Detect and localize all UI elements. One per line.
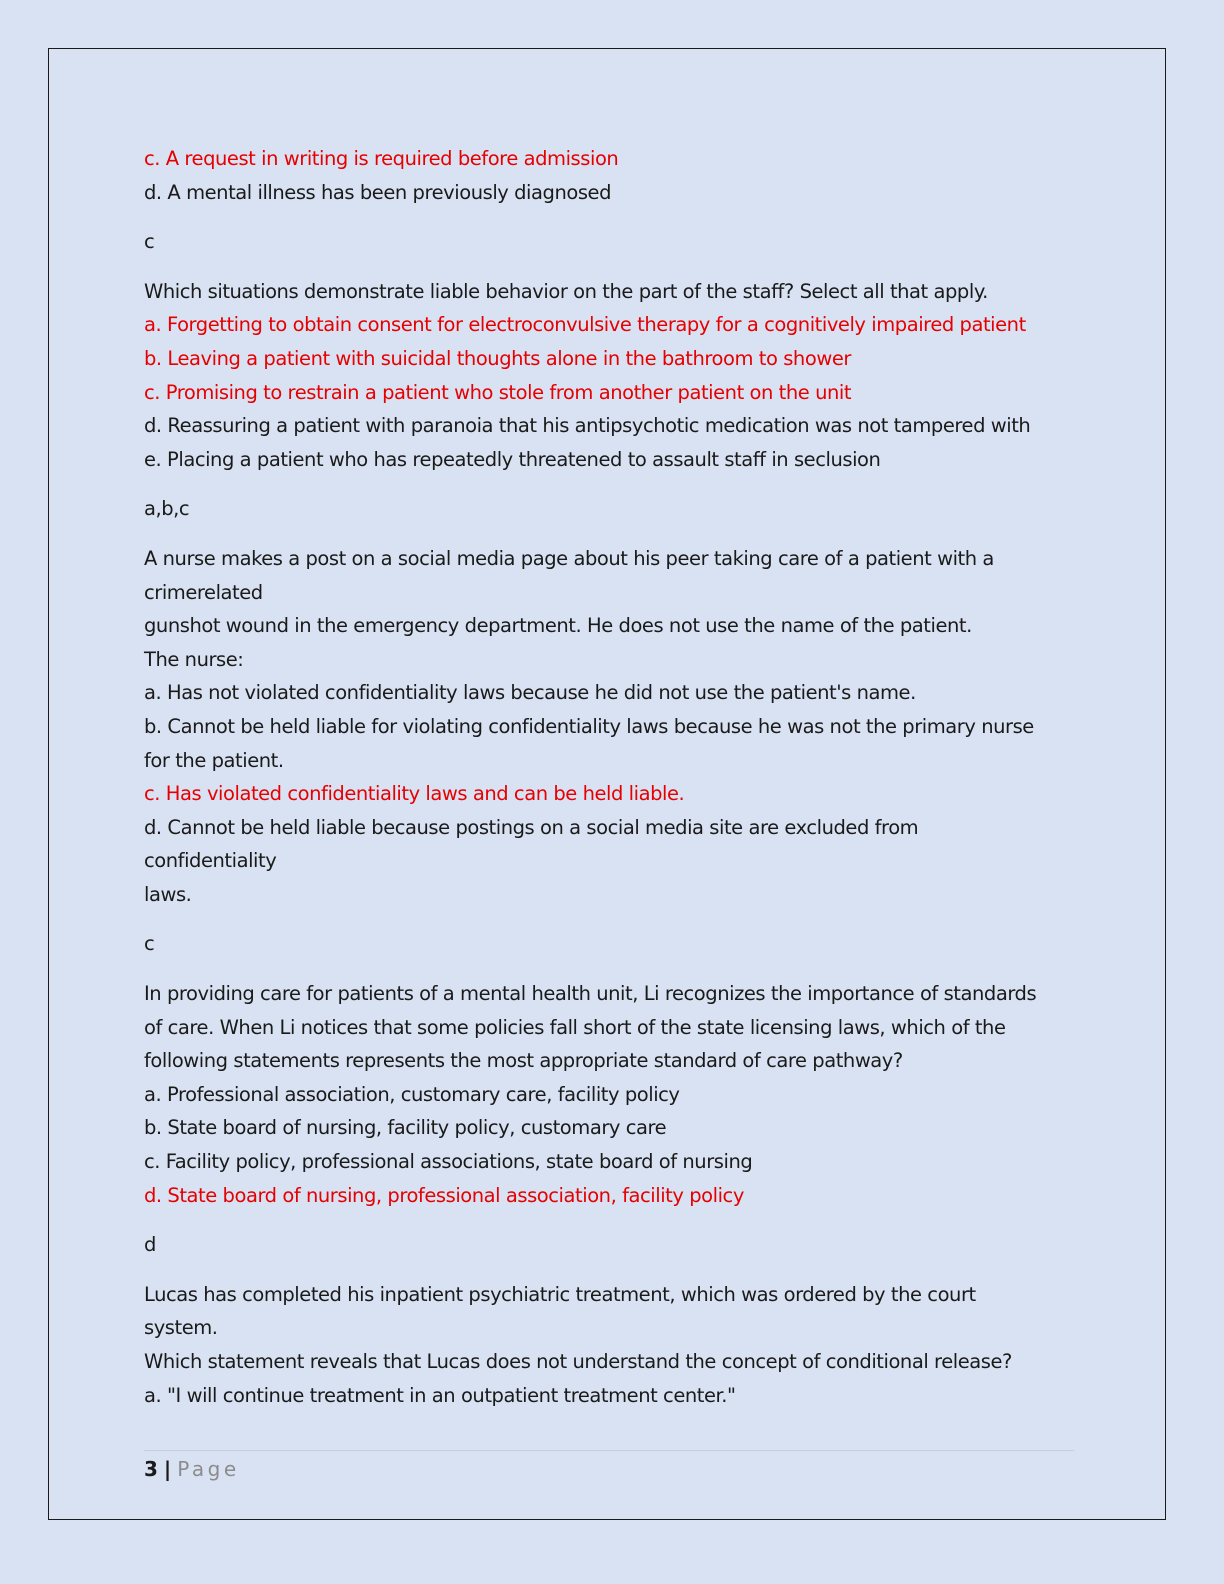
q4-question-line: system. [144, 1316, 218, 1340]
q2-answer: c [144, 932, 155, 956]
footer-divider [144, 1450, 1074, 1451]
q1-option-b: b. Leaving a patient with suicidal thoughts alone in the bathroom to shower [144, 346, 851, 370]
q3-answer: d [144, 1233, 156, 1257]
q2-option-c: c. Has violated confidentiality laws and can be held liable. [144, 782, 685, 806]
q2-option-a: a. Has not violated confidentiality laws because he did not use the patient's name. [144, 681, 916, 705]
q2-question-line: The nurse: [144, 647, 244, 671]
q1-option-a: a. Forgetting to obtain consent for electroconvulsive therapy for a cognitively impaired patient [144, 313, 1026, 337]
q1-option-e: e. Placing a patient who has repeatedly threatened to assault staff in seclusion [144, 447, 881, 471]
page-label: Page [177, 1457, 240, 1481]
q1-option-c: c. Promising to restrain a patient who stole from another patient on the unit [144, 380, 852, 404]
document-body [144, 142, 1074, 1412]
q2-question-line: crimerelated [144, 580, 263, 604]
q3-option-d: d. State board of nursing, professional association, facility policy [144, 1183, 744, 1207]
q1-answer: a,b,c [144, 497, 190, 521]
footer-separator: | [163, 1457, 172, 1481]
q0-option-c: c. A request in writing is required before admission [144, 147, 619, 170]
q3-question-line: of care. When Li notices that some policies fall short of the state licensing laws, which of the [144, 1015, 1006, 1039]
q2-option-d: d. Cannot be held liable because postings on a social media site are excluded from [144, 815, 919, 839]
q3-option-c: c. Facility policy, professional associations, state board of nursing [144, 1150, 753, 1174]
q4-question-line: Which statement reveals that Lucas does not understand the concept of conditional release? [144, 1350, 1012, 1373]
q0-answer: c [144, 230, 155, 254]
q1-option-d: d. Reassuring a patient with paranoia that his antipsychotic medication was not tampered with [144, 414, 1031, 438]
q2-option-d: laws. [144, 882, 192, 906]
q1-question: Which situations demonstrate liable behavior on the part of the staff? Select all that apply. [144, 279, 988, 303]
q3-option-a: a. Professional association, customary care, facility policy [144, 1082, 680, 1106]
q2-option-b: for the patient. [144, 748, 284, 772]
q3-question-line: following statements represents the most appropriate standard of care pathway? [144, 1049, 903, 1073]
q2-question-line: A nurse makes a post on a social media page about his peer taking care of a patient with a [144, 546, 994, 570]
q2-option-b: b. Cannot be held liable for violating confidentiality laws because he was not the primary nurse [144, 714, 1034, 738]
q4-question-line: Lucas has completed his inpatient psychiatric treatment, which was ordered by the court [144, 1282, 976, 1306]
page-number: 3 [144, 1457, 158, 1481]
q3-option-b: b. State board of nursing, facility policy, customary care [144, 1116, 667, 1140]
page-footer [144, 1455, 240, 1483]
q0-option-d: d. A mental illness has been previously diagnosed [144, 180, 612, 204]
q2-option-d: confidentiality [144, 849, 277, 873]
q3-question-line: In providing care for patients of a mental health unit, Li recognizes the importance of standards [144, 982, 1037, 1006]
q4-option-a: a. "I will continue treatment in an outpatient treatment center." [144, 1383, 736, 1407]
q2-question-line: gunshot wound in the emergency department. He does not use the name of the patient. [144, 614, 972, 638]
